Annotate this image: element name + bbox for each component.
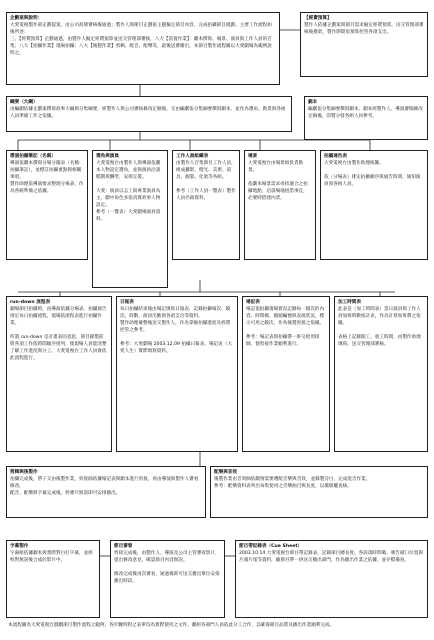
box-crew [172, 150, 240, 260]
box-schedule-body: 大愛電視台由製作助理統籌。 依（分場表）排定拍攝順序與通告時間，通知演員與各組人員。 [324, 161, 421, 187]
box-subtitle-title: 字幕製作 [10, 544, 29, 549]
box-synopsis-title: 綱要（大綱） [10, 100, 38, 105]
box-editing [6, 466, 206, 518]
box-casting-body: 大愛電視台由製作人與導演依劇本人物設定選角，並與演員洽談檔期與酬勞，安排定裝。 大愛：演員以志工與專業演員為主，劇中角色多依真實故事人物設定。 參考（一覽表）大愛劇場演員資料。 [96, 161, 161, 222]
box-budget-body: 製作人依據企劃案與節目需求擬定經費預算，送交管理部審核後撥款，製作期間依預算控管各項支出。 [304, 23, 424, 35]
box-synopsis [6, 96, 292, 132]
box-editing-body: 拍攝完成後，帶子交由後製作業，剪接師依據場記表與劇本進行剪接，再由導演與製作人審看修改。 配音、配樂與字幕完成後，經審片無誤即可安排播出。 [10, 477, 199, 496]
box-director-notes-body: 導演依劇本撰寫分場分鏡表（名稱：拍攝筆記），並標註拍攝重點與相關事項。 製作助理依導演要求整理分場表，作為各組準備之依據。 [10, 161, 84, 194]
box-daily-report [116, 296, 238, 452]
box-location [244, 150, 316, 260]
box-preview [110, 540, 225, 618]
box-subtitle-body: 字幕組依據劇本與實際對白打字幕，並經校對無誤後合成於影片中。 [10, 551, 93, 563]
box-schedule [320, 150, 428, 260]
box-rundown-body: 劇場節目拍攝時，由導演依據分場表、拍攝通告排定每日拍攝流程，現場依流程表進行拍攝作業。 所謂 run-down 是計畫表的意思，節目錄製前將各項工作依時間順序排列，使現場人員能清楚了解工作進度與分工。大愛電視台工作人員會依此流程進行。 [10, 307, 107, 361]
box-script [304, 96, 428, 140]
box-location-body: 大愛電視台由場景組負責勘景。 依劇本場景需求尋找適合之拍攝地點，洽談場地租借事宜，必要時搭建內景。 [248, 161, 308, 201]
box-cue-sheet-body: 2003.10.14 大愛電視台節目帶記錄表，記錄節目總長度、各段落時間碼、廣告破口位置與片頭片尾等資料，隨節目帶一併送交播出部門，作為播出作業之依據，並存檔備查。 [239, 551, 423, 563]
box-budget [300, 12, 428, 77]
box-subtitle [6, 540, 100, 618]
box-music-title: 配樂與音效 [214, 470, 237, 475]
box-plan-title: 企劃案與說明： [10, 16, 43, 21]
box-edit-notes-body: 場記依拍攝現場實況記錄每一鏡次的內容、時間碼、鏡頭編號與表演狀況，標示可用之鏡次，作為後製剪接之依據。 參考：場記表與拍攝帶一併交給剪接師，使剪接作業順利進行。 [246, 307, 325, 347]
box-plan-body: 大愛電視製作部企劃提案，由公司高層審核後通過；製作人與節目企劃依主題擬定節目內容，完成拍攝節目規劃。主要工作流程如後所述： 三、【經費預算】企劃通過，由製作人擬定經費預算並送交管理部審核，八大【前置作業】：劇本撰寫、場景、演員與工作人員的召集；八大【拍攝作業】現場拍攝；八大【後製作業】剪輯、配音、配樂等，最後送審播出。本節目製作流程圖以大愛劇場為範例說明之。 [10, 23, 272, 56]
box-director-notes-title: 導演拍攝筆記（名稱） [10, 154, 56, 159]
box-edit-notes [242, 296, 330, 452]
box-script-body: 編劇依分集綱要撰寫劇本，劇本經製作人、導演審閱修改定稿後，印製分發各組人員參考。 [308, 107, 423, 119]
box-rundown [6, 296, 112, 452]
box-music-body: 後製作業由音效師依劇情需要選配音樂與音效，並錄製旁白，完成混音作業。 參考：配樂資料表列出每集使用之音樂曲目與長度，以備版權查核。 [214, 477, 371, 489]
box-work-hours [334, 296, 428, 452]
box-casting-title: 選角與演員 [96, 154, 119, 159]
box-editing-title: 剪輯與後製作 [10, 470, 38, 475]
box-preview-title: 節目審看 [114, 544, 133, 549]
box-daily-report-title: 日報表 [120, 300, 134, 305]
box-crew-body: 由製作人召集節目工作人員，組成攝影、燈光、美術、道具、服裝、化妝等各組。 參考（工作人員一覽表）製作人員名冊資料。 [176, 161, 236, 201]
box-edit-notes-title: 場記表 [246, 300, 260, 305]
box-cue-sheet-title: 節目帶記錄表（Cue Sheet） [239, 544, 303, 549]
box-director-notes [6, 150, 88, 260]
box-rundown-title: run-down 流程表 [10, 300, 51, 305]
box-preview-body: 剪接完成後，由製作人、導演及公司主管審看影片，提出修改意見，確認節目內容無誤。 修改完成後再次審看，通過後即可送交播出單位安排播出時段。 [114, 551, 220, 584]
footer-note: 本流程圖為大愛電視台戲劇節目製作流程之範例，各步驟所附之表單均為實際使用之文件。劇組各部門人員依此分工合作，以確保節目品質及播出作業順利完成。 [8, 623, 335, 628]
box-crew-title: 工作人員組織表 [176, 154, 209, 159]
box-cue-sheet [235, 540, 428, 618]
box-budget-title: 【經費預算】 [304, 16, 332, 21]
box-daily-report-body: 每日拍攝結束後由場記填寫日報表，記錄拍攝場次、鏡次、時數、演員出勤與各項支出等資料。 製作助理彙整後送交製作人，作為掌握拍攝進度及經費控管之參考。 參考：大愛劇場 2003.12.09 拍攝日報表。場記表（大愛人生）實際填寫資料。 [120, 307, 232, 354]
box-music [210, 466, 428, 518]
box-work-hours-body: 此表是（加工時間表）當日演員與工作人員加班時數統計表，作為計算加班費之依據。 表格上記錄開工、收工時間，由製作助理填寫，送交管理部審核。 [338, 307, 421, 347]
box-work-hours-title: 加工時間表 [338, 300, 361, 305]
box-script-title: 劇本 [308, 100, 318, 105]
box-schedule-title: 拍攝通告表 [324, 154, 347, 159]
box-synopsis-body: 由編劇依據企劃案撰寫故事大綱與分集綱要，經製作人與公司審核修改定稿後，交由編劇依分集綱要撰寫劇本，並作為選角、勘景與各組人員準備工作之依據。 [10, 107, 286, 119]
box-plan [6, 12, 280, 85]
box-location-title: 場景 [248, 154, 258, 159]
box-casting [92, 150, 168, 288]
